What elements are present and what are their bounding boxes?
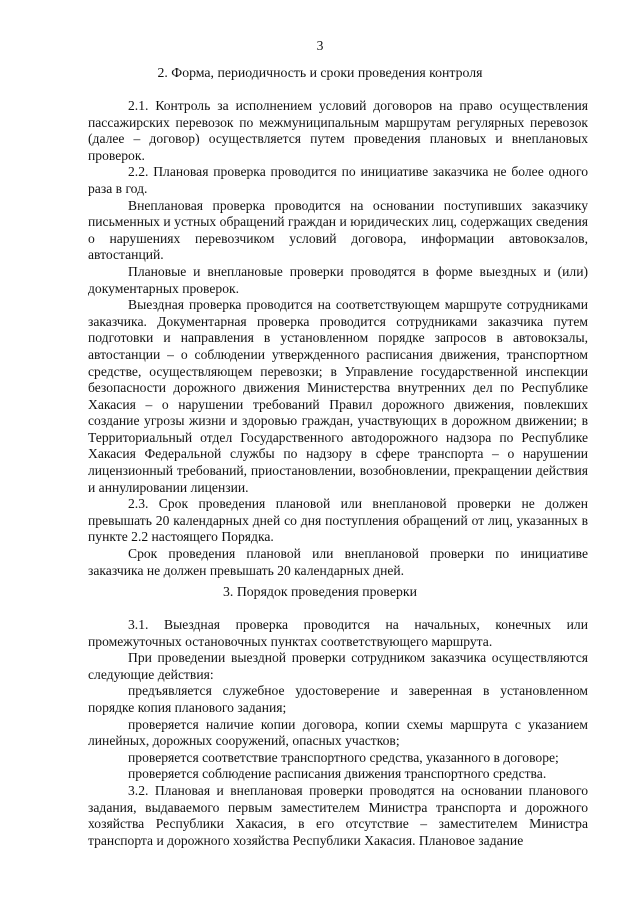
section-form-periodicity [88, 98, 588, 579]
paragraph: 2.1. Контроль за исполнением условий договоров на право осуществления пассажирских перевозок по межмуниципальным маршрутам регулярных перевозок (далее – договор) осуществляется путем проведения плановых и внеплановых проверок. [88, 98, 588, 163]
section-heading-form-periodicity: 2. Форма, периодичность и сроки проведения контроля [157, 65, 483, 80]
paragraph: 2.2. Плановая проверка проводится по инициативе заказчика не более одного раза в год. [88, 164, 588, 196]
paragraph: Выездная проверка проводится на соответствующем маршруте сотрудниками заказчика. Документарная проверка проводится сотрудниками заказчика путем подготовки и направления в установленном порядке запросов в автовокзалы, автостанции – о соблюдении утвержденного расписания движения, транспортном средстве, осуществляющем перевозки; в Управление государственной инспекции безопасности дорожного движения Министерства внутренних дел по Республике Хакасия – о нарушении требований Правил дорожного движения, повлекших создание угрозы жизни и здоровью граждан, участвующих в дорожном движении; в Территориальный отдел Государственного автодорожного надзора по Республике Хакасия Федеральной службы по надзору в сфере транспорта – о нарушении лицензионный требований, приостановлении, возобновлении, прекращении действия и аннулировании лицензии. [88, 297, 588, 495]
paragraph: проверяется соблюдение расписания движения транспортного средства. [128, 766, 547, 782]
paragraph: При проведении выездной проверки сотрудником заказчика осуществляются следующие действия: [88, 650, 588, 682]
paragraph: Плановые и внеплановые проверки проводятся в форме выездных и (или) документарных проверок. [88, 263, 588, 296]
paragraph: Внеплановая проверка проводится на основании поступивших заказчику письменных и устных обращений граждан и юридических лиц, содержащих сведения о нарушениях перевозчиком условий договора, информации автовокзалов, автостанций. [88, 197, 588, 263]
page-number: 3 [316, 38, 324, 53]
section-heading-inspection-procedure: 3. Порядок проведения проверки [223, 584, 417, 599]
paragraph: 3.2. Плановая и внеплановая проверки проводятся на основании планового задания, выдаваемого первым заместителем Министра транспорта и дорожного хозяйства Республики Хакасия, в его отсутствие – заместителем Министра транспорта и дорожного хозяйства Республики Хакасия. Плановое задание [88, 782, 588, 848]
paragraph: 3.1. Выездная проверка проводится на начальных, конечных или промежуточных остановочных пунктах соответствующего маршрута. [88, 617, 588, 649]
paragraph: предъявляется служебное удостоверение и заверенная в установленном порядке копия планового задания; [88, 683, 588, 715]
section-inspection-procedure [88, 617, 588, 849]
paragraph: проверяется наличие копии договора, копии схемы маршрута с указанием линейных, дорожных сооружений, опасных участков; [88, 716, 588, 749]
paragraph: Срок проведения плановой или внеплановой проверки по инициативе заказчика не должен превышать 20 календарных дней. [88, 546, 588, 578]
paragraph: 2.3. Срок проведения плановой или внеплановой проверки не должен превышать 20 календарных дней со дня поступления обращений от лиц, указанных в пункте 2.2 настоящего Порядка. [88, 496, 588, 545]
paragraph: проверяется соответствие транспортного средства, указанного в договоре; [128, 749, 559, 765]
